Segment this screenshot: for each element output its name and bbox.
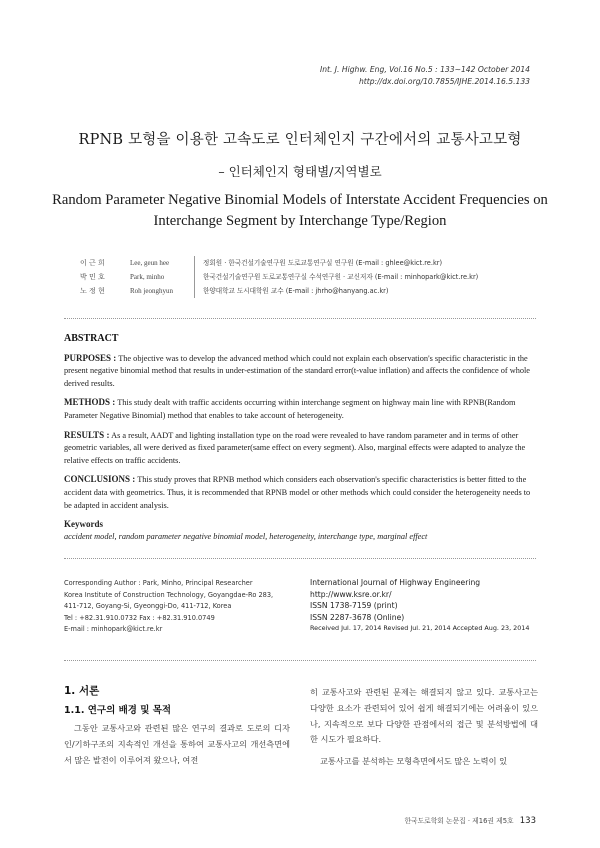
korean-title: RPNB 모형을 이용한 고속도로 인터체인지 구간에서의 교통사고모형 bbox=[78, 132, 522, 148]
author-affiliation: 한양대학교 도시대학원 교수 (E-mail : jhrho@hanyang.ac.kr) bbox=[194, 284, 388, 298]
issn-online: ISSN 2287-3678 (Online) bbox=[310, 612, 405, 622]
corr-line: Corresponding Author : Park, Minho, Principal Researcher bbox=[64, 579, 253, 587]
korean-subtitle: – 인터체인지 형태별/지역별로 bbox=[218, 164, 382, 179]
corresponding-author bbox=[64, 578, 294, 636]
author-row bbox=[80, 256, 478, 270]
purposes-label: PURPOSES : bbox=[64, 352, 117, 363]
author-affiliation: 한국건설기술연구원 도로교통연구실 수석연구원 · 교신저자 (E-mail : minhopark@kict.re.kr) bbox=[194, 270, 478, 284]
subsection-heading: 1.1. 연구의 배경 및 목적 bbox=[64, 705, 172, 716]
corr-line: Korea Institute of Construction Technology, Goyangdae-Ro 283, bbox=[64, 590, 274, 599]
author-name-korean: 노 정 현 bbox=[80, 287, 105, 295]
author-name-english: Park, minho bbox=[130, 273, 165, 281]
body-paragraph: 교통사고를 분석하는 모형측면에서도 많은 노력이 있 bbox=[320, 756, 508, 767]
body-paragraph: 그동안 교통사고와 관련된 많은 연구의 결과로 도로의 디자인/기하구조의 지속적인 개선을 통하여 교통사고의 개선측면에서 많은 발전이 이루어져 왔으나, 여전 bbox=[64, 723, 290, 765]
abstract-heading: ABSTRACT bbox=[64, 333, 119, 344]
footer-journal: 한국도로학회 논문집 · 제16권 제5호 bbox=[404, 817, 514, 825]
methods-label: METHODS : bbox=[64, 397, 116, 408]
author-row bbox=[80, 284, 478, 298]
divider bbox=[64, 558, 536, 559]
abstract-results bbox=[64, 429, 536, 468]
journal-name: International Journal of Highway Engineering bbox=[310, 578, 481, 587]
body-column-right bbox=[310, 685, 538, 770]
author-list bbox=[80, 256, 478, 298]
abstract-section bbox=[64, 333, 536, 543]
abstract-methods bbox=[64, 396, 536, 422]
body-paragraph: 히 교통사고와 관련된 문제는 해결되지 않고 있다. 교통사고는 다양한 요소가 관련되어 있어 쉽게 해결되기에는 어려움이 있으나, 지속적으로 보다 다양한 관점에서의 접근 및 분석방법에 대한 시도가 필요하다. bbox=[310, 687, 538, 745]
corr-line: 411-712, Goyang-Si, Gyeonggi-Do, 411-712, Korea bbox=[64, 602, 232, 611]
english-title bbox=[0, 190, 600, 232]
article-dates: Received Jul. 17, 2014 Revised Jul. 21, 2014 Accepted Aug. 23, 2014 bbox=[310, 624, 530, 633]
doi-link[interactable]: http://dx.doi.org/10.7855/IJHE.2014.16.5.133 bbox=[358, 77, 530, 86]
divider bbox=[64, 660, 536, 661]
abstract-purposes bbox=[64, 352, 536, 391]
author-name-english: Lee, geun hee bbox=[130, 259, 170, 267]
divider bbox=[64, 318, 536, 319]
author-name-korean: 이 근 희 bbox=[80, 259, 105, 267]
results-label: RESULTS : bbox=[64, 429, 110, 440]
corr-line: Tel : +82.31.910.0732 Fax : +82.31.910.0749 bbox=[64, 613, 215, 622]
author-row bbox=[80, 270, 478, 284]
issn-print: ISSN 1738-7159 (print) bbox=[310, 601, 398, 611]
journal-citation: Int. J. Highw. Eng, Vol.16 No.5 : 133~142 October 2014 bbox=[319, 65, 530, 74]
purposes-text: The objective was to develop the advanced method which could not explain each observation's specific characteristic in the present negative binomial method that results in under-estimation of the standard error(t-value inflation) and affects the confidence of whole derived results. bbox=[64, 353, 530, 388]
keywords-heading: Keywords bbox=[64, 519, 103, 530]
conclusions-text: This study proves that RPNB method which considers each observation's specific characteristics is better fitted to the accident data with geometrics. Thus, it is recommended that RPNB model or other methods which could consider the heterogeneity needs to be adapted in accident analysis. bbox=[64, 475, 531, 510]
abstract-conclusions bbox=[64, 473, 536, 512]
author-name-korean: 박 민 호 bbox=[80, 273, 105, 281]
body-column-left bbox=[64, 683, 290, 768]
page-number: 133 bbox=[519, 816, 536, 826]
section-heading: 1. 서론 bbox=[64, 685, 100, 697]
author-affiliation: 정회원 · 한국건설기술연구원 도로교통연구실 연구원 (E-mail : ghlee@kict.re.kr) bbox=[194, 256, 442, 270]
publication-info bbox=[310, 577, 540, 635]
english-title-line: Random Parameter Negative Binomial Models of Interstate Accident Frequencies on bbox=[52, 192, 548, 208]
journal-reference bbox=[320, 64, 530, 88]
methods-text: This study dealt with traffic accidents occurring within interchange segment on highway main line with RPNB(Random Parameter Negative Binomial) method that enables to take account of heterogeneity. bbox=[64, 398, 516, 420]
keywords-text: accident model, random parameter negative binomial model, heterogeneity, interchange type, marginal effect bbox=[64, 531, 428, 541]
page-footer bbox=[404, 815, 536, 826]
journal-url[interactable]: http://www.ksre.or.kr/ bbox=[310, 589, 392, 599]
conclusions-label: CONCLUSIONS : bbox=[64, 474, 136, 485]
results-text: As a result, AADT and lighting installation type on the road were revealed to have random parameter and in terms of other geometric variables, all were derived as fixed parameter(same effect on every segment). Also, marginal effects were adapted to analyze the relative effects on traffic accidents. bbox=[64, 430, 526, 465]
english-title-line: Interchange Segment by Interchange Type/Region bbox=[153, 213, 447, 229]
corr-email[interactable]: E-mail : minhopark@kict.re.kr bbox=[64, 625, 163, 634]
author-name-english: Roh jeonghyun bbox=[130, 287, 173, 295]
